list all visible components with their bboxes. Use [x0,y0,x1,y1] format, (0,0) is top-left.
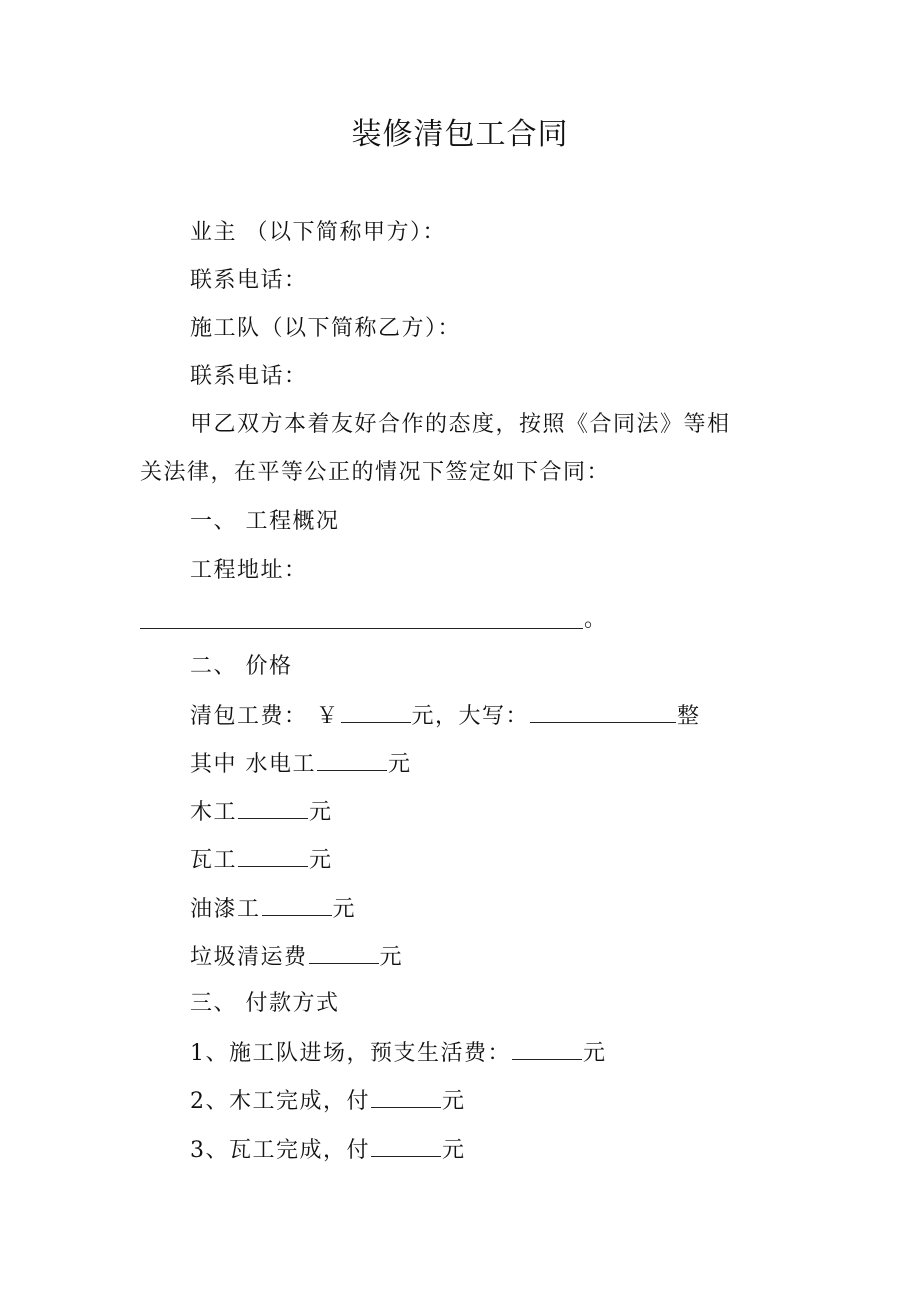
price-item-blank [309,941,379,964]
price-item-label: 油漆工 [190,897,261,922]
contractor-phone-line: 联系电话： [190,364,308,389]
price-item-label: 垃圾清运费 [190,945,308,970]
price-item [190,893,356,925]
price-item [190,844,333,876]
price-item-blank [317,748,387,771]
price-item-unit: 元 [388,752,412,777]
owner-phone-line: 联系电话： [190,268,308,293]
address-label: 工程地址： [190,558,308,583]
price-item-label: 木工 [190,800,238,825]
price-item [190,796,333,828]
section1-heading: 一、 工程概况 [190,509,340,534]
payment-item-blank [371,1134,441,1157]
price-item-label: 其中 水电工 [190,752,316,777]
payment-item-label: 1、施工队进场，预支生活费： [190,1041,511,1066]
fee-amount-blank [341,700,411,723]
fee-written-blank [530,700,676,723]
price-item-label: 瓦工 [190,848,238,873]
payment-item [190,1037,607,1069]
price-item-blank [262,893,332,916]
price-item-unit: 元 [332,897,357,922]
fee-unit: 元，大写： [411,704,530,729]
payment-item-blank [512,1037,582,1060]
payment-item [190,1085,466,1117]
payment-item-unit: 元 [583,1041,607,1066]
payment-item [190,1134,466,1166]
payment-item-unit: 元 [442,1138,466,1163]
owner-line: 业主 （以下简称甲方）： [190,220,446,245]
address-blank-line [140,628,583,629]
intro-line-2: 关法律，在平等公正的情况下签定如下合同： [140,460,611,485]
payment-item-blank [371,1085,441,1108]
section3-heading: 三、 付款方式 [190,991,340,1016]
payment-item-label: 2、木工完成，付 [190,1089,370,1114]
price-item-unit: 元 [309,800,333,825]
intro-line-1: 甲乙双方本着友好合作的态度，按照《合同法》等相 [190,412,731,437]
fee-line [190,700,701,732]
price-item-blank [238,796,308,819]
document-title: 装修清包工合同 [351,117,569,152]
price-item [190,941,403,973]
contractor-line: 施工队（以下简称乙方）： [190,316,462,341]
fee-end: 整 [677,704,701,729]
fee-label: 清包工费： ￥ [190,704,340,729]
price-item [190,748,412,780]
address-end-mark: 。 [584,607,607,632]
section2-heading: 二、 价格 [190,654,293,679]
price-item-unit: 元 [309,848,333,873]
payment-item-unit: 元 [442,1089,466,1114]
price-item-blank [238,844,308,867]
price-item-unit: 元 [379,945,404,970]
payment-item-label: 3、瓦工完成，付 [190,1138,370,1163]
